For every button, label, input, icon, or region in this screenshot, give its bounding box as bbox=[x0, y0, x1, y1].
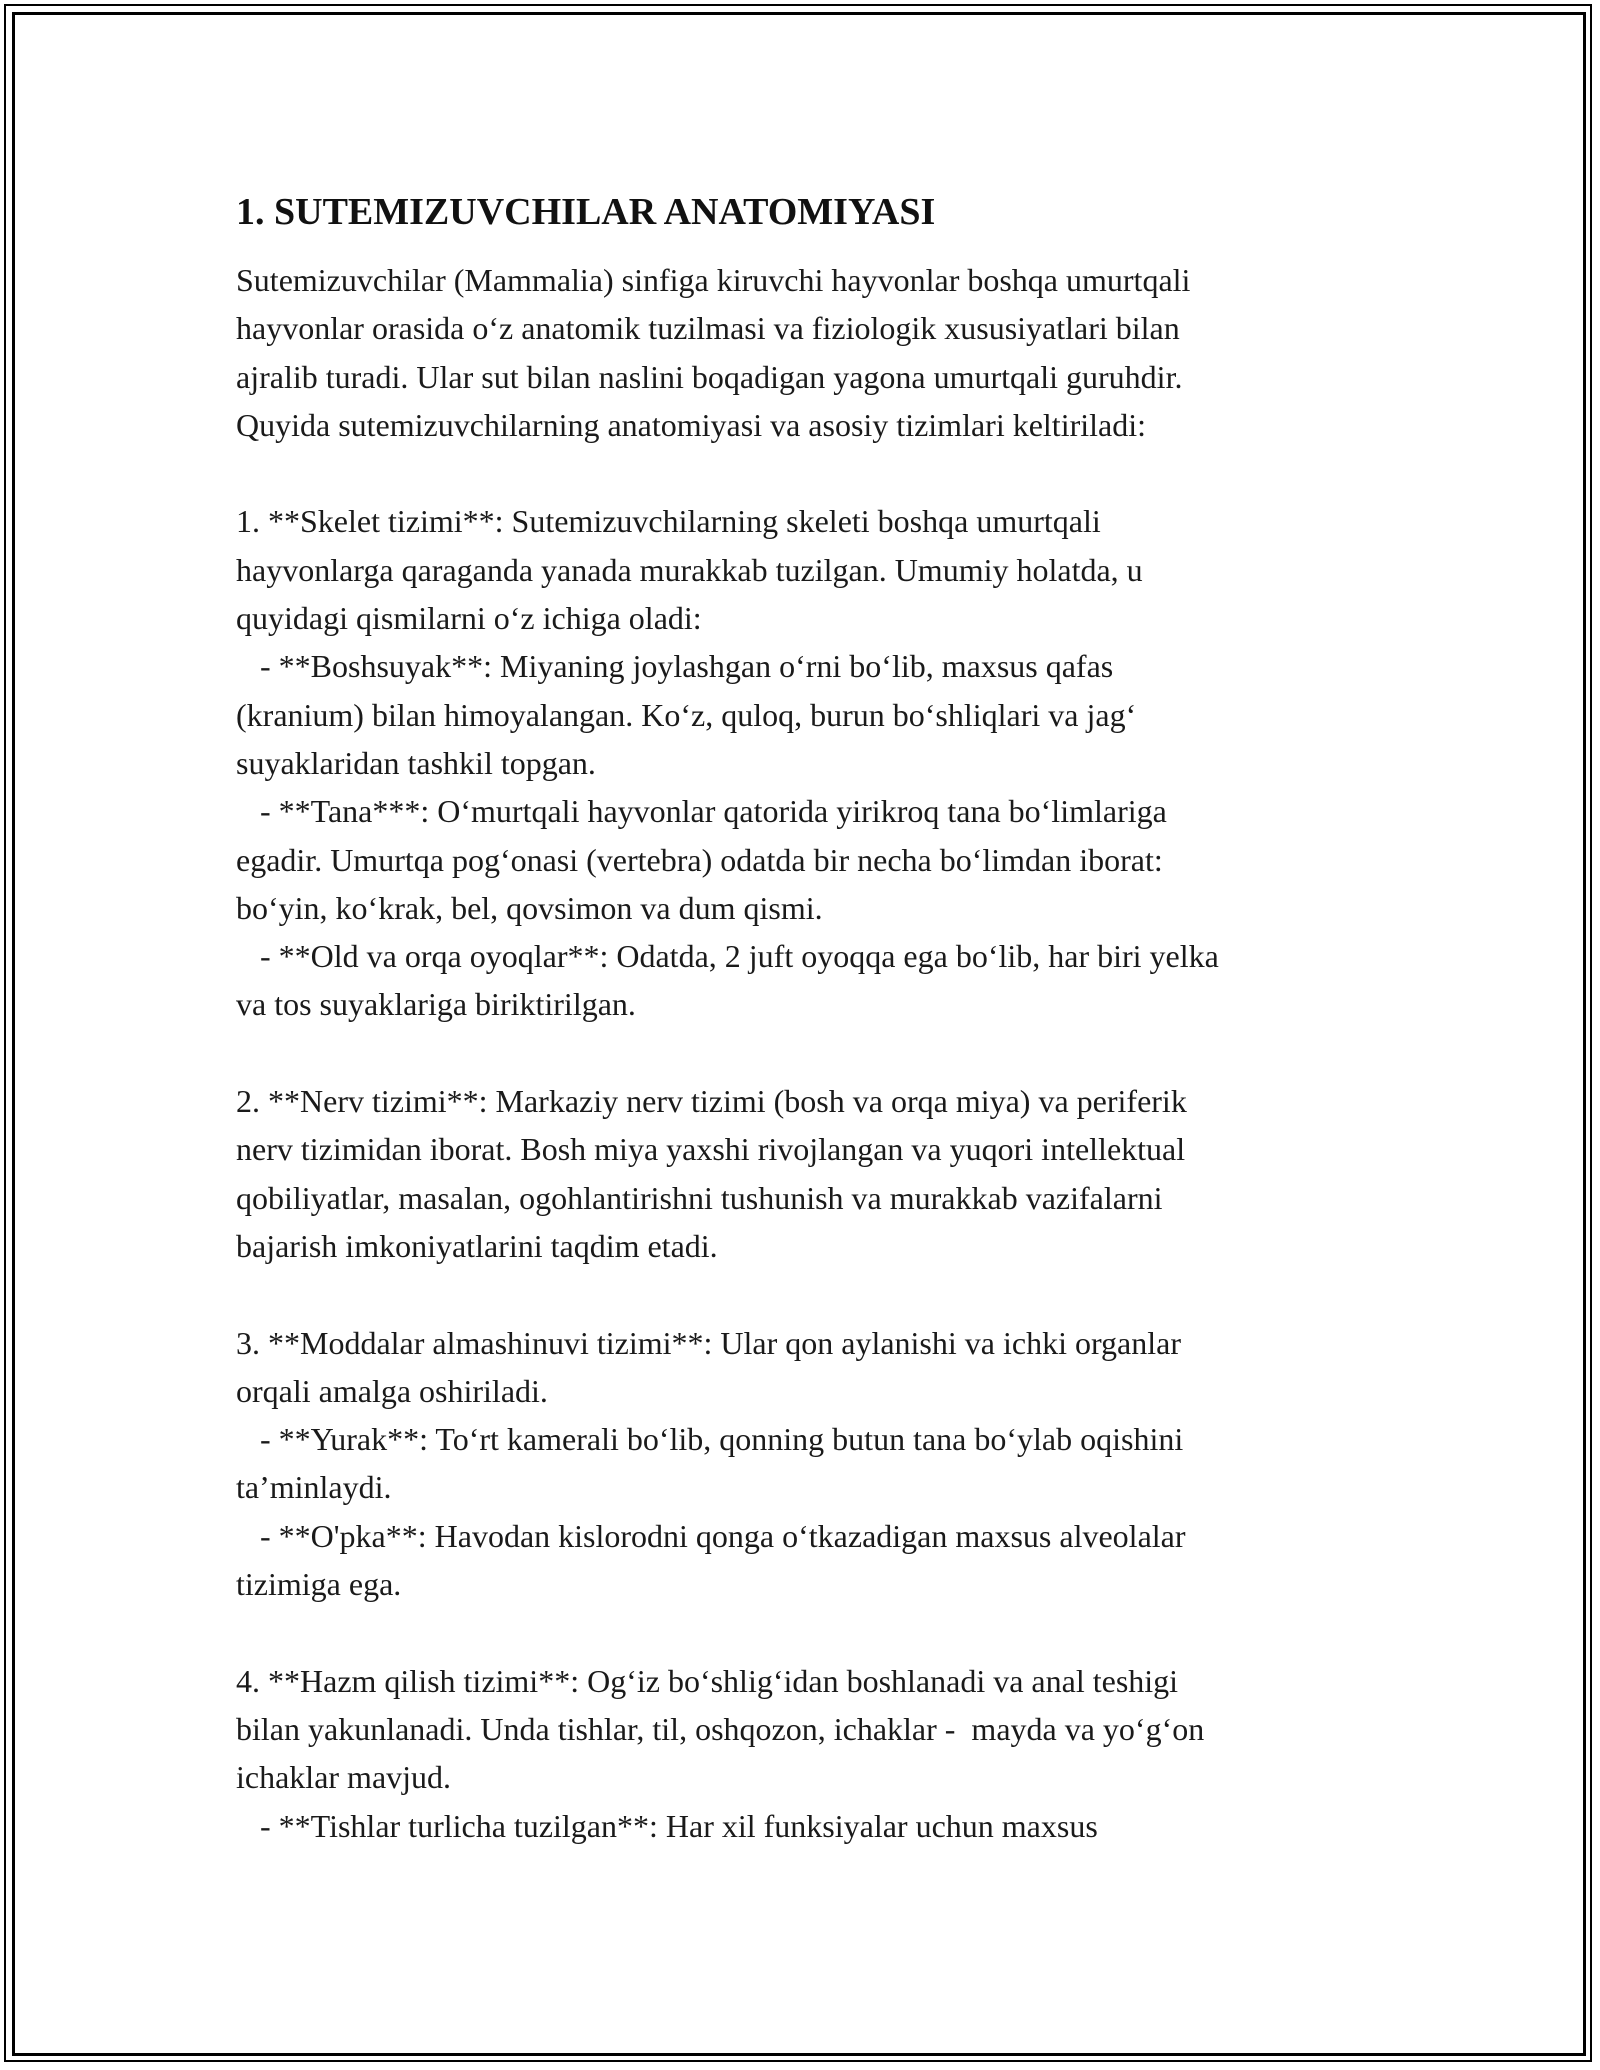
document-title: 1. SUTEMIZUVCHILAR ANATOMIYASI bbox=[236, 191, 936, 233]
text-line: nerv tizimidan iborat. Bosh miya yaxshi rivojlangan va yuqori intellektual bbox=[236, 1131, 1186, 1168]
blank-line bbox=[236, 1270, 1376, 1318]
text-line: hayvonlarga qaraganda yanada murakkab tuzilgan. Umumiy holatda, u bbox=[236, 551, 1143, 588]
text-line: (kranium) bilan himoyalangan. Ko‘z, quloq, burun bo‘shliqlari va jag‘ bbox=[236, 696, 1137, 733]
text-line: - **O'pka**: Havodan kislorodni qonga o‘tkazadigan maxsus alveolalar bbox=[236, 1517, 1186, 1554]
text-line: - **Tana***: O‘murtqali hayvonlar qatorida yirikroq tana bo‘limlariga bbox=[236, 793, 1167, 830]
text-line: 4. **Hazm qilish tizimi**: Og‘iz bo‘shlig‘idan boshlanadi va anal teshigi bbox=[236, 1662, 1179, 1699]
text-line: hayvonlar orasida o‘z anatomik tuzilmasi va fiziologik xususiyatlari bilan bbox=[236, 310, 1180, 347]
text-line: bo‘yin, ko‘krak, bel, qovsimon va dum qismi. bbox=[236, 889, 823, 926]
text-line: 3. **Moddalar almashinuvi tizimi**: Ular qon aylanishi va ichki organlar bbox=[236, 1324, 1181, 1361]
text-line: qobiliyatlar, masalan, ogohlantirishni tushunish va murakkab vazifalarni bbox=[236, 1179, 1163, 1216]
blank-line bbox=[236, 449, 1376, 497]
text-line: ajralib turadi. Ular sut bilan naslini boqadigan yagona umurtqali guruhdir. bbox=[236, 358, 1183, 395]
text-line: - **Tishlar turlicha tuzilgan**: Har xil funksiyalar uchun maxsus bbox=[236, 1807, 1098, 1844]
text-line: ta’minlaydi. bbox=[236, 1469, 392, 1506]
document-content bbox=[236, 188, 1376, 1850]
text-line: suyaklaridan tashkil topgan. bbox=[236, 744, 596, 781]
text-line: orqali amalga oshiriladi. bbox=[236, 1372, 548, 1409]
text-line: egadir. Umurtqa pog‘onasi (vertebra) odatda bir necha bo‘limdan iborat: bbox=[236, 841, 1163, 878]
blank-line bbox=[236, 1608, 1376, 1656]
text-line: quyidagi qismilarni o‘z ichiga oladi: bbox=[236, 600, 702, 637]
text-line: - **Yurak**: To‘rt kamerali bo‘lib, qonning butun tana bo‘ylab oqishini bbox=[236, 1421, 1184, 1458]
text-line: - **Boshsuyak**: Miyaning joylashgan o‘rni bo‘lib, maxsus qafas bbox=[236, 648, 1114, 685]
text-line: Sutemizuvchilar (Mammalia) sinfiga kiruvchi hayvonlar boshqa umurtqali bbox=[236, 262, 1191, 298]
text-line: - **Old va orqa oyoqlar**: Odatda, 2 juft oyoqqa ega bo‘lib, har biri yelka bbox=[236, 938, 1219, 975]
text-line: 1. **Skelet tizimi**: Sutemizuvchilarning skeleti boshqa umurtqali bbox=[236, 503, 1101, 540]
text-line: Quyida sutemizuvchilarning anatomiyasi va asosiy tizimlari keltiriladi: bbox=[236, 406, 1146, 443]
text-line: bilan yakunlanadi. Unda tishlar, til, oshqozon, ichaklar - mayda va yo‘g‘on bbox=[236, 1710, 1205, 1747]
text-line: ichaklar mavjud. bbox=[236, 1759, 452, 1796]
text-line: bajarish imkoniyatlarini taqdim etadi. bbox=[236, 1227, 718, 1264]
text-line: 2. **Nerv tizimi**: Markaziy nerv tizimi (bosh va orqa miya) va periferik bbox=[236, 1083, 1187, 1120]
text-line: va tos suyaklariga biriktirilgan. bbox=[236, 986, 636, 1023]
document-body bbox=[236, 256, 1376, 1850]
blank-line bbox=[236, 1029, 1376, 1077]
text-line: tizimiga ega. bbox=[236, 1566, 402, 1603]
